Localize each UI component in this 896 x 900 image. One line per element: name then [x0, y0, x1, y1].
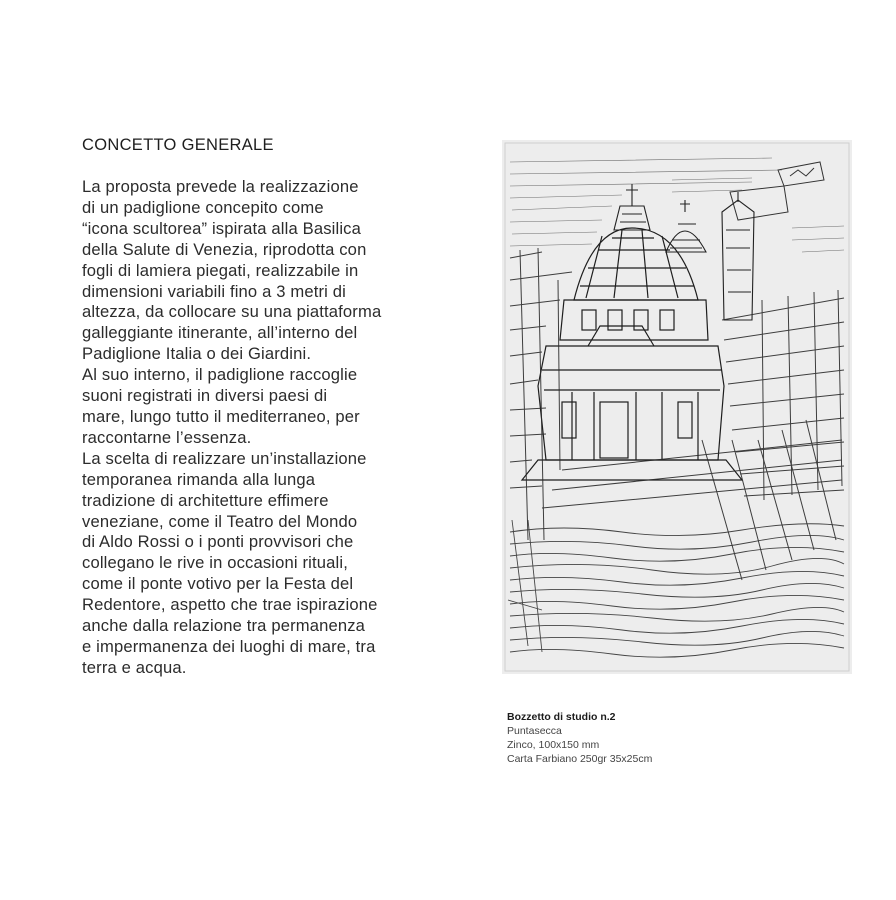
- body-line: e impermanenza dei luoghi di mare, tra: [82, 636, 376, 656]
- text-column: [82, 136, 412, 679]
- section-heading: CONCETTO GENERALE: [82, 136, 274, 154]
- body-line: Al suo interno, il padiglione raccoglie: [82, 365, 358, 385]
- body-line: La proposta prevede la realizzazione: [82, 177, 359, 196]
- body-line: come il ponte votivo per la Festa del: [82, 574, 354, 594]
- body-line: fogli di lamiera piegati, realizzabile in: [82, 260, 359, 280]
- body-paragraph: [82, 177, 412, 679]
- body-line: Padiglione Italia o dei Giardini.: [82, 344, 312, 364]
- image-caption: [507, 710, 652, 766]
- body-line: dimensioni variabili fino a 3 metri di: [82, 281, 346, 301]
- body-line: tradizione di architetture effimere: [82, 490, 329, 510]
- body-line: galleggiante itinerante, all’interno del: [82, 323, 358, 343]
- body-line: raccontarne l’essenza.: [82, 427, 252, 447]
- caption-title: Bozzetto di studio n.2: [507, 711, 616, 723]
- body-line: Redentore, aspetto che trae ispirazione: [82, 595, 378, 615]
- body-line: temporanea rimanda alla lunga: [82, 469, 316, 489]
- body-line: anche dalla relazione tra permanenza: [82, 616, 366, 636]
- body-line: La scelta di realizzare un’installazione: [82, 448, 367, 468]
- caption-plate: Zinco, 100x150 mm: [507, 739, 600, 751]
- body-line: della Salute di Venezia, riprodotta con: [82, 239, 367, 259]
- caption-technique: Puntasecca: [507, 725, 562, 737]
- body-line: di un padiglione concepito come: [82, 197, 324, 217]
- body-line: mare, lungo tutto il mediterraneo, per: [82, 406, 360, 426]
- drypoint-etching-image: [502, 140, 852, 674]
- body-line: “icona scultorea” ispirata alla Basilica: [82, 218, 361, 238]
- body-line: veneziane, come il Teatro del Mondo: [82, 511, 358, 531]
- body-line: collegano le rive in occasioni rituali,: [82, 553, 348, 573]
- body-line: altezza, da collocare su una piattaforma: [82, 302, 382, 322]
- caption-paper: Carta Farbiano 250gr 35x25cm: [507, 753, 653, 765]
- body-line: di Aldo Rossi o i ponti provvisori che: [82, 532, 354, 552]
- body-line: suoni registrati in diversi paesi di: [82, 386, 328, 406]
- body-line: terra e acqua.: [82, 657, 187, 677]
